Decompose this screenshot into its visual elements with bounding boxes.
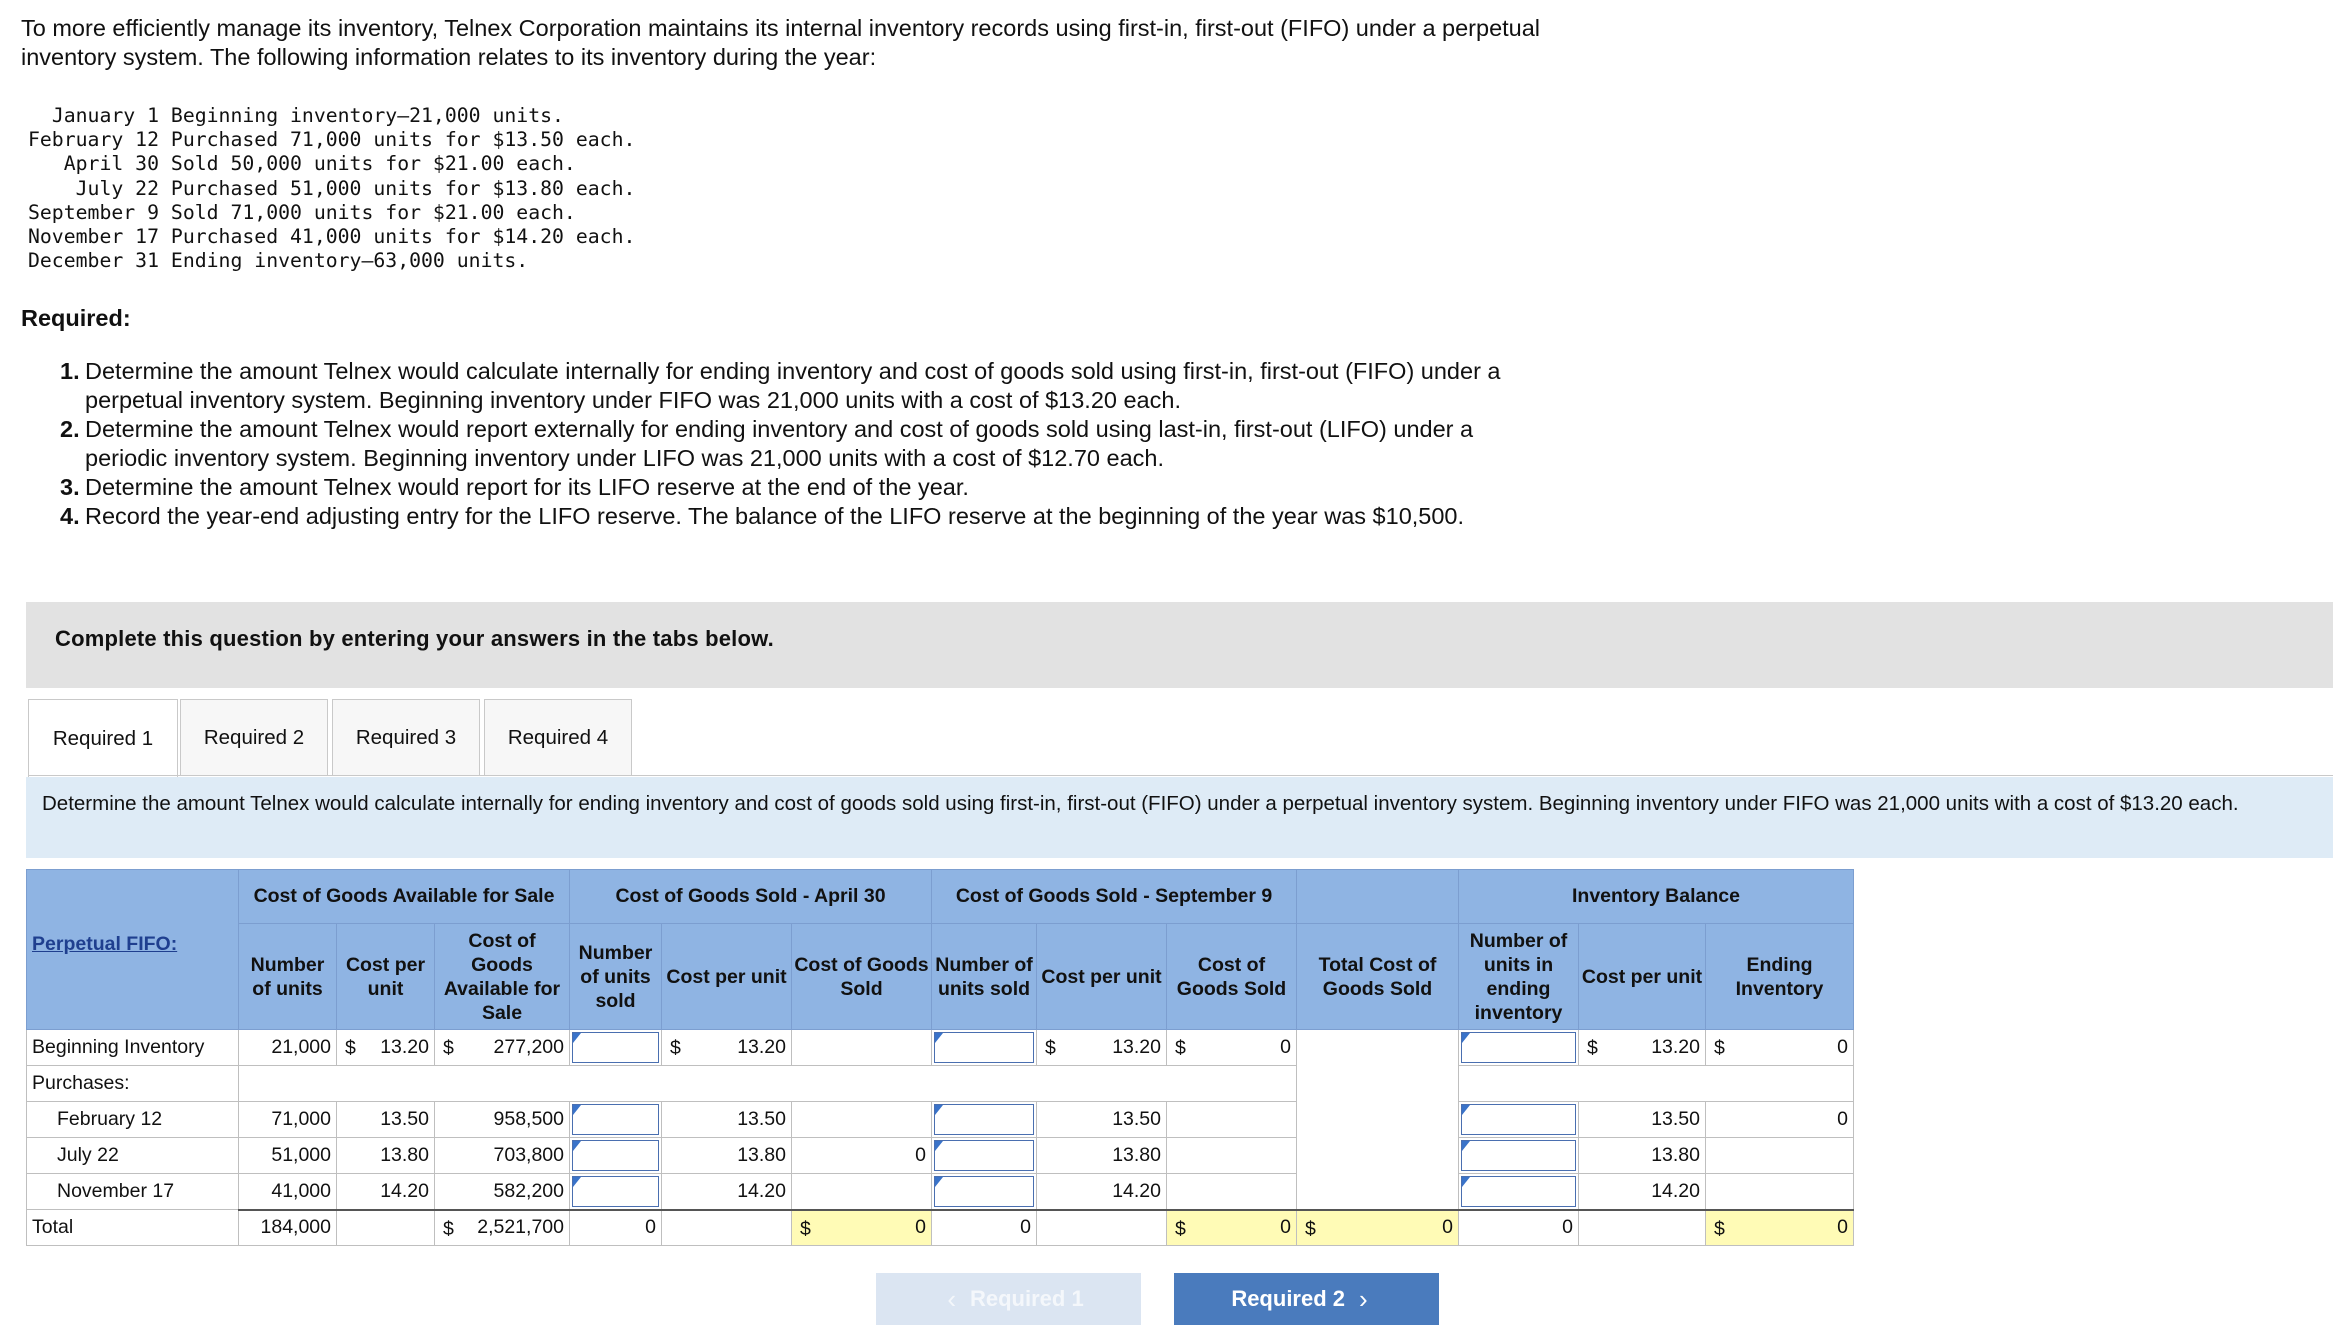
- sep-units-input[interactable]: [932, 1030, 1037, 1066]
- previous-label: Required 1: [969, 1286, 1084, 1311]
- input-box[interactable]: [934, 1176, 1034, 1207]
- spacer-cell: [239, 1066, 1297, 1102]
- requirement-item: 3. Determine the amount Telnex would report for its LIFO reserve at the end of the year.: [60, 474, 969, 500]
- sep-cogs-total: $ 0: [1167, 1210, 1297, 1246]
- bal-cost-cell: 14.20: [1579, 1174, 1706, 1210]
- header-balance: Inventory Balance: [1459, 870, 1854, 924]
- next-required-button[interactable]: [1174, 1273, 1439, 1325]
- instructions-banner: Complete this question by entering your answers in the tabs below.: [26, 602, 2333, 688]
- row-label: Total: [27, 1210, 239, 1246]
- next-label: Required 2: [1231, 1286, 1346, 1311]
- bal-units-input[interactable]: [1459, 1102, 1579, 1138]
- row-label: February 12: [27, 1102, 239, 1138]
- col-cost-per-unit-apr: Cost per unit: [662, 924, 792, 1030]
- bal-units-input[interactable]: [1459, 1030, 1579, 1066]
- sep-cost-cell: 14.20: [1037, 1174, 1167, 1210]
- ending-cell: 0: [1706, 1102, 1854, 1138]
- tab-required-1[interactable]: Required 1: [28, 699, 178, 777]
- bal-cost-total: [1579, 1210, 1706, 1246]
- sep-units-total: 0: [932, 1210, 1037, 1246]
- col-number-units: Number of units: [239, 924, 337, 1030]
- bal-cost-cell: 13.50: [1579, 1102, 1706, 1138]
- ending-cell: [1706, 1138, 1854, 1174]
- total-cogs-cell: [1297, 1030, 1459, 1066]
- event-item: December 31 Ending inventory—63,000 units.: [27, 249, 529, 273]
- apr-cogs-cell: 0: [792, 1138, 932, 1174]
- apr-cogs-cell: [792, 1174, 932, 1210]
- spacer-cell: [1297, 1066, 1459, 1102]
- sep-cogs-cell: [1167, 1174, 1297, 1210]
- input-box[interactable]: [572, 1104, 659, 1135]
- purchases-label: Purchases:: [27, 1066, 239, 1102]
- col-cost-per-unit: Cost per unit: [337, 924, 435, 1030]
- header-apr30: Cost of Goods Sold - April 30: [570, 870, 932, 924]
- sep-cogs-cell: [1167, 1138, 1297, 1174]
- input-box[interactable]: [1461, 1104, 1576, 1135]
- cost-cell: 13.50: [337, 1102, 435, 1138]
- apr-cost-cell: 14.20: [662, 1174, 792, 1210]
- col-units-sold-sep: Number of units sold: [932, 924, 1037, 1030]
- perpetual-fifo-label: [27, 924, 239, 1030]
- apr-units-input[interactable]: [570, 1102, 662, 1138]
- cost-cell: 13.80: [337, 1138, 435, 1174]
- col-units-sold-apr: Number of units sold: [570, 924, 662, 1030]
- events-list: [21, 104, 635, 273]
- units-cell: 41,000: [239, 1174, 337, 1210]
- apr-units-input[interactable]: [570, 1138, 662, 1174]
- col-cost-per-unit-sep: Cost per unit: [1037, 924, 1167, 1030]
- header-blank: [1297, 870, 1459, 924]
- col-cogs-sep: Cost of Goods Sold: [1167, 924, 1297, 1030]
- available-cell: $ 277,200: [435, 1030, 570, 1066]
- available-cell: 703,800: [435, 1138, 570, 1174]
- tab-required-3[interactable]: Required 3: [332, 699, 480, 775]
- apr-cost-total: [662, 1210, 792, 1246]
- cost-cell: $ 13.20: [337, 1030, 435, 1066]
- input-box[interactable]: [1461, 1140, 1576, 1171]
- table-row: [27, 1102, 1854, 1138]
- total-cogs-total: $ 0: [1297, 1210, 1459, 1246]
- input-box[interactable]: [1461, 1176, 1576, 1207]
- intro-text: To more efficiently manage its inventory, Telnex Corporation maintains its internal inventory records using first-in, first-out (FIFO) under a perpetual inventory system. The following information relates to its inventory during the year:: [21, 15, 1541, 70]
- col-total-cogs: Total Cost of Goods Sold: [1297, 924, 1459, 1030]
- available-cell: 582,200: [435, 1174, 570, 1210]
- row-label: July 22: [27, 1138, 239, 1174]
- units-cell: 51,000: [239, 1138, 337, 1174]
- chevron-left-icon: ‹: [947, 1283, 956, 1314]
- sep-cogs-cell: $ 0: [1167, 1030, 1297, 1066]
- event-item: September 9 Sold 71,000 units for $21.00 each.: [27, 200, 576, 224]
- header-sep9: Cost of Goods Sold - September 9: [932, 870, 1297, 924]
- total-cogs-cell: [1297, 1102, 1459, 1138]
- col-cost-per-unit-bal: Cost per unit: [1579, 924, 1706, 1030]
- input-box[interactable]: [934, 1140, 1034, 1171]
- apr-cogs-cell: [792, 1030, 932, 1066]
- bal-cost-cell: 13.80: [1579, 1138, 1706, 1174]
- event-item: February 12 Purchased 71,000 units for $13.50 each.: [27, 128, 636, 152]
- ending-inventory-total: $ 0: [1706, 1210, 1854, 1246]
- input-box[interactable]: [1461, 1032, 1576, 1063]
- required-heading: Required:: [21, 305, 131, 331]
- tab-divider: [28, 775, 2333, 776]
- tab-instruction: Determine the amount Telnex would calculate internally for ending inventory and cost of goods sold using first-in, first-out (FIFO) under a perpetual inventory system. Beginning inventory under FIFO was 21,000 units with a cost of $13.20 each.: [26, 777, 2333, 858]
- col-ending-inventory: Ending Inventory: [1706, 924, 1854, 1030]
- input-box[interactable]: [934, 1032, 1034, 1063]
- apr-cost-cell: $ 13.20: [662, 1030, 792, 1066]
- apr-units-input[interactable]: [570, 1030, 662, 1066]
- apr-cogs-total: $ 0: [792, 1210, 932, 1246]
- table-row: [27, 1066, 1854, 1102]
- requirement-item: 2. Determine the amount Telnex would report externally for ending inventory and cost of goods sold using last-in, first-out (LIFO) under a periodic inventory system. Beginning inventory under LIFO was 21,000 units with a cost of $12.70 each.: [60, 416, 1474, 471]
- ending-cell: $ 0: [1706, 1030, 1854, 1066]
- apr-cost-cell: 13.50: [662, 1102, 792, 1138]
- bal-cost-cell: $ 13.20: [1579, 1030, 1706, 1066]
- input-box[interactable]: [572, 1176, 659, 1207]
- sep-units-input[interactable]: [932, 1174, 1037, 1210]
- row-label: November 17: [27, 1174, 239, 1210]
- requirement-item: 1. Determine the amount Telnex would calculate internally for ending inventory and cost of goods sold using first-in, first-out (FIFO) under a perpetual inventory system. Beginning inventory under FIFO was 21,000 units with a cost of $13.20 each.: [60, 358, 1501, 413]
- event-item: July 22 Purchased 51,000 units for $13.80 each.: [75, 176, 636, 200]
- sep-cogs-cell: [1167, 1102, 1297, 1138]
- col-cost-available: Cost of Goods Available for Sale: [435, 924, 570, 1030]
- event-item: April 30 Sold 50,000 units for $21.00 each.: [63, 152, 576, 176]
- apr-units-input[interactable]: [570, 1174, 662, 1210]
- available-total: $ 2,521,700: [435, 1210, 570, 1246]
- sep-cost-cell: 13.80: [1037, 1138, 1167, 1174]
- sep-cost-cell: 13.50: [1037, 1102, 1167, 1138]
- header-available: Cost of Goods Available for Sale: [239, 870, 570, 924]
- event-item: January 1 Beginning inventory—21,000 units.: [51, 104, 564, 127]
- apr-cost-cell: 13.80: [662, 1138, 792, 1174]
- table-corner: [27, 870, 239, 924]
- spacer-cell: [1459, 1066, 1854, 1102]
- available-cell: 958,500: [435, 1102, 570, 1138]
- bal-units-total: 0: [1459, 1210, 1579, 1246]
- requirements-list: [60, 357, 1540, 531]
- sep-cost-cell: $ 13.20: [1037, 1030, 1167, 1066]
- input-box[interactable]: [934, 1104, 1034, 1135]
- fifo-table: [26, 869, 1854, 1246]
- sep-units-input[interactable]: [932, 1138, 1037, 1174]
- event-item: November 17 Purchased 41,000 units for $14.20 each.: [27, 225, 636, 249]
- units-total: 184,000: [239, 1210, 337, 1246]
- cost-cell: 14.20: [337, 1174, 435, 1210]
- bal-units-input[interactable]: [1459, 1138, 1579, 1174]
- row-label: Beginning Inventory: [27, 1030, 239, 1066]
- col-units-ending: Number of units in ending inventory: [1459, 924, 1579, 1030]
- bal-units-input[interactable]: [1459, 1174, 1579, 1210]
- input-box[interactable]: [572, 1032, 659, 1063]
- units-cell: 21,000: [239, 1030, 337, 1066]
- table-row: [27, 1030, 1854, 1066]
- sep-cost-total: [1037, 1210, 1167, 1246]
- ending-cell: [1706, 1174, 1854, 1210]
- tab-required-2[interactable]: Required 2: [180, 699, 328, 775]
- total-cogs-cell: [1297, 1174, 1459, 1210]
- apr-cogs-cell: [792, 1102, 932, 1138]
- apr-units-total: 0: [570, 1210, 662, 1246]
- requirement-item: 4. Record the year-end adjusting entry for the LIFO reserve. The balance of the LIFO reserve at the beginning of the year was $10,500.: [60, 503, 1465, 529]
- previous-required-button[interactable]: [876, 1273, 1141, 1325]
- cost-total: [337, 1210, 435, 1246]
- chevron-right-icon: ›: [1359, 1283, 1368, 1314]
- input-box[interactable]: [572, 1140, 659, 1171]
- perpetual-fifo-link[interactable]: Perpetual FIFO:: [32, 932, 178, 955]
- table-row: [27, 1174, 1854, 1210]
- total-cogs-cell: [1297, 1138, 1459, 1174]
- table-row-total: [27, 1210, 1854, 1246]
- tab-required-4[interactable]: Required 4: [484, 699, 632, 775]
- sep-units-input[interactable]: [932, 1102, 1037, 1138]
- col-cogs-apr: Cost of Goods Sold: [792, 924, 932, 1030]
- units-cell: 71,000: [239, 1102, 337, 1138]
- table-row: [27, 1138, 1854, 1174]
